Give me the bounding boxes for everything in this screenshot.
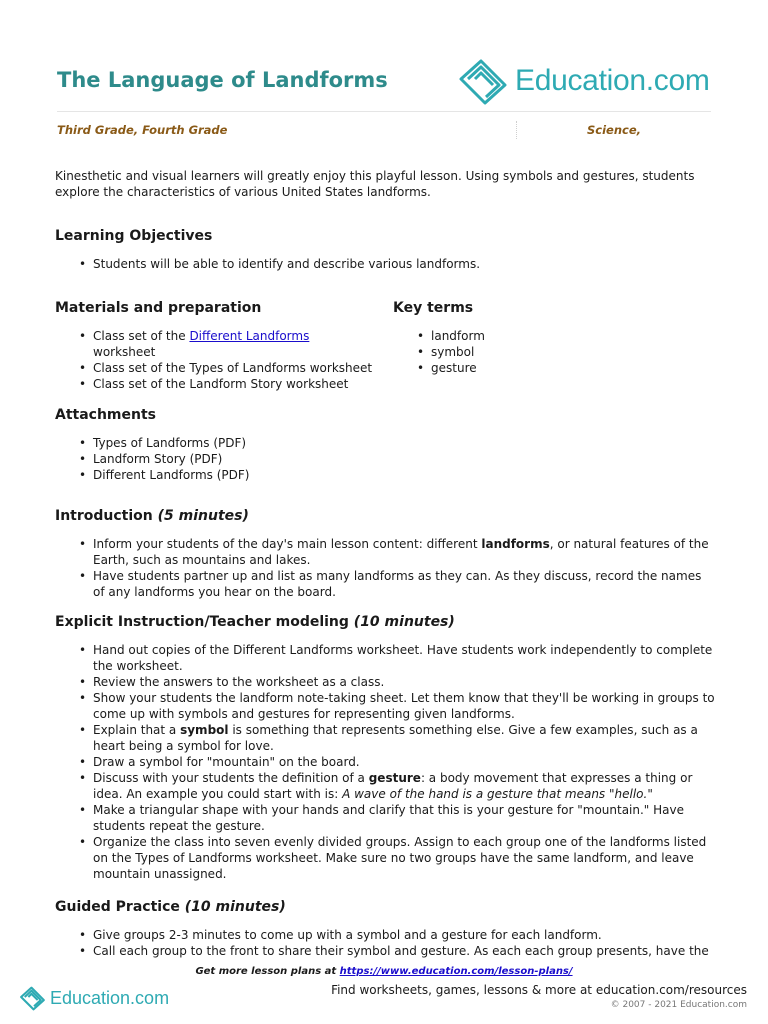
introduction-item: • Have students partner up and list as many landforms as they can. As they discuss, record the names of any landforms you hear on the board. xyxy=(93,568,715,600)
attachments-section xyxy=(55,406,715,483)
instruction-item: • Show your students the landform note-taking sheet. Let them know that they'll be working in groups to come up with symbols and gestures for representing given landforms. xyxy=(93,690,715,722)
guided-item: • Give groups 2-3 minutes to come up with a symbol and a gesture for each landform. xyxy=(93,927,715,943)
footer-resources-text: Find worksheets, games, lessons & more at education.com/resources xyxy=(331,983,747,997)
header-separator xyxy=(516,121,517,139)
introduction-section xyxy=(55,507,715,600)
instruction-item: • Draw a symbol for "mountain" on the board. xyxy=(93,754,715,770)
material-item: • Class set of the Different Landforms worksheet xyxy=(93,328,375,360)
introduction-time: (5 minutes) xyxy=(157,508,249,524)
explicit-instruction-heading: Explicit Instruction/Teacher modeling (10 minutes) xyxy=(55,614,455,630)
key-term-item: • gesture xyxy=(431,360,593,376)
materials-heading: Materials and preparation xyxy=(55,300,262,316)
objective-item: • Students will be able to identify and describe various landforms. xyxy=(93,256,715,272)
pencil-logo-icon xyxy=(18,984,48,1012)
intro-paragraph: Kinesthetic and visual learners will greatly enjoy this playful lesson. Using symbols and gestures, students explore the characteristics of various United States landforms. xyxy=(55,169,695,199)
different-landforms-link[interactable]: Different Landforms xyxy=(189,329,310,343)
materials-section xyxy=(55,299,375,392)
explicit-instruction-time: (10 minutes) xyxy=(353,614,455,630)
learning-objectives-heading: Learning Objectives xyxy=(55,228,213,244)
instruction-item: • Hand out copies of the Different Landforms worksheet. Have students work independently to complete the worksheet. xyxy=(93,642,715,674)
guided-practice-section xyxy=(55,898,715,959)
explicit-instruction-section xyxy=(55,613,715,882)
education-logo[interactable] xyxy=(455,55,710,107)
instruction-item: • Organize the class into seven evenly divided groups. Assign to each group one of the landforms listed on the Types of Landforms worksheet. Make sure no two groups have the same landform, and leave mountain unassigned. xyxy=(93,834,715,882)
key-terms-section xyxy=(393,299,593,376)
learning-objectives-section xyxy=(55,227,715,272)
attachment-item[interactable]: • Types of Landforms (PDF) xyxy=(93,435,715,451)
instruction-item: • Review the answers to the worksheet as a class. xyxy=(93,674,715,690)
instruction-item: • Explain that a symbol is something that represents something else. Give a few examples, such as a heart being a symbol for love. xyxy=(93,722,715,754)
introduction-item: • Inform your students of the day's main lesson content: different landforms, or natural features of the Earth, such as mountains and lakes. xyxy=(93,536,715,568)
key-term-item: • symbol xyxy=(431,344,593,360)
intro-paragraph-block xyxy=(55,168,715,200)
footer-lesson-plans: Get more lesson plans at https://www.education.com/lesson-plans/ xyxy=(195,966,573,977)
attachment-item[interactable]: • Landform Story (PDF) xyxy=(93,451,715,467)
page-title: The Language of Landforms xyxy=(57,68,388,92)
guided-practice-heading: Guided Practice (10 minutes) xyxy=(55,899,286,915)
key-terms-heading: Key terms xyxy=(393,300,474,316)
footer-logo-text: Education.com xyxy=(50,987,170,1008)
lesson-plans-link[interactable]: https://www.education.com/lesson-plans/ xyxy=(339,966,573,977)
guided-item: • Call each group to the front to share their symbol and gesture. As each each group presents, have the xyxy=(93,943,715,959)
guided-practice-time: (10 minutes) xyxy=(184,899,286,915)
footer-logo[interactable] xyxy=(18,984,169,1012)
key-term-item: • landform xyxy=(431,328,593,344)
pencil-logo-icon xyxy=(455,55,513,107)
attachments-heading: Attachments xyxy=(55,407,157,423)
material-item: • Class set of the Types of Landforms worksheet xyxy=(93,360,375,376)
logo-text: Education.com xyxy=(515,64,710,97)
instruction-item: • Discuss with your students the definition of a gesture: a body movement that expresses a thing or idea. An example you could start with is: A wave of the hand is a gesture that means "hello." xyxy=(93,770,715,802)
grade-levels: Third Grade, Fourth Grade xyxy=(57,123,228,137)
attachment-item[interactable]: • Different Landforms (PDF) xyxy=(93,467,715,483)
material-item: • Class set of the Landform Story worksheet xyxy=(93,376,375,392)
header-divider xyxy=(57,111,711,112)
introduction-heading: Introduction (5 minutes) xyxy=(55,508,249,524)
footer-copyright: © 2007 - 2021 Education.com xyxy=(610,1000,747,1010)
subject: Science, xyxy=(587,123,642,137)
instruction-item: • Make a triangular shape with your hands and clarify that this is your gesture for "mountain." Have students repeat the gesture. xyxy=(93,802,715,834)
